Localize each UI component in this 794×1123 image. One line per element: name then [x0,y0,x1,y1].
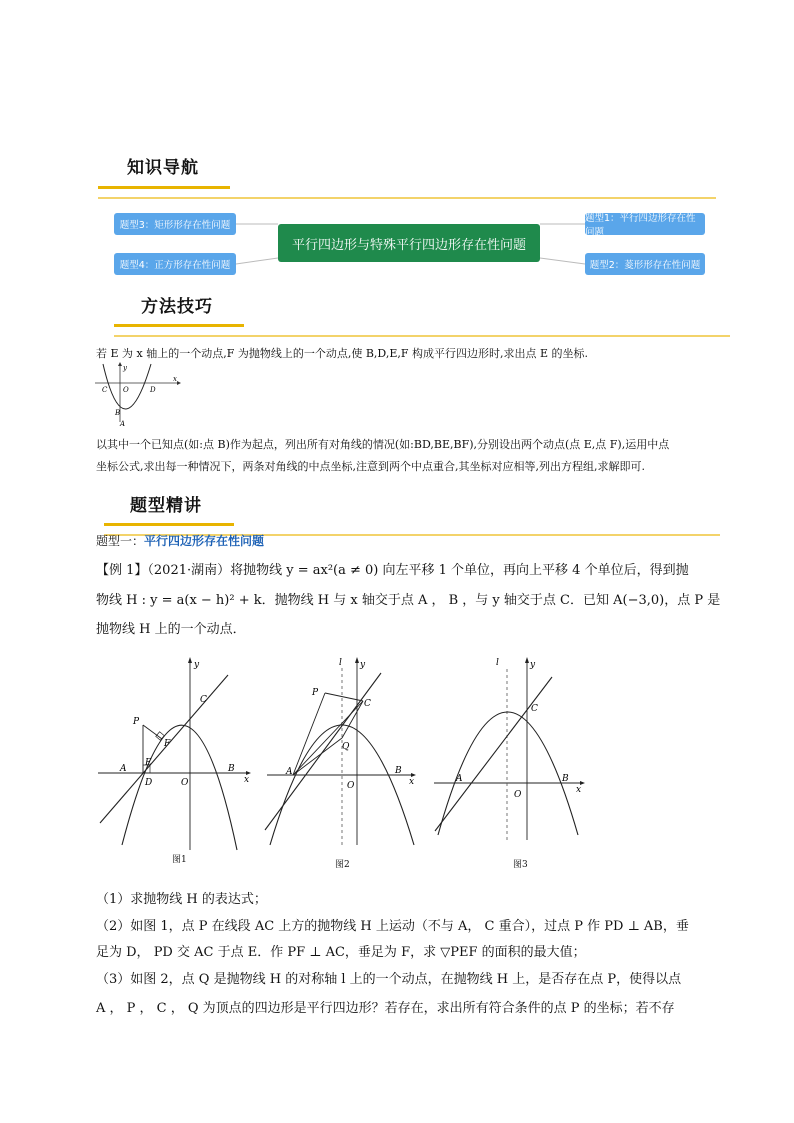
section-title-method-tips: 方法技巧 [141,297,213,317]
fig1-label-d: D [145,778,153,788]
fig3-label-x: x [576,785,582,795]
question-2-line2: 足为 D， PD 交 AC 于点 E．作 PF ⊥ AC，垂足为 F，求 ▽PEF 的面积的最大值； [96,945,586,960]
fig2-label-y: y [360,660,366,670]
method-text-line3: 坐标公式,求出每一种情况下，两条对角线的中点坐标,注意到两个中点重合,其坐标对应相等,列出方程组,求解即可. [96,460,645,473]
question-3-line1: （3）如图 2，点 Q 是抛物线 H 的对称轴 l 上的一个动点，在抛物线 H 上，是否存在点 P，使得以点 [96,972,682,987]
figure-2-caption: 图2 [335,860,350,870]
small-graph-label-d: D [150,386,156,394]
section-underline [104,523,234,526]
fig2-label-a: A [286,767,293,777]
fig1-label-x: x [244,775,250,785]
fig1-label-y: y [194,660,200,670]
small-graph-label-y: y [123,364,127,372]
fig3-label-y: y [530,660,536,670]
section-divider [114,335,730,337]
fig2-label-p: P [312,688,319,698]
mindmap-node-type1: 题型1：平行四边形存在性问题 [585,213,705,235]
fig3-label-b: B [562,774,569,784]
fig1-label-e: E [145,758,152,768]
figure-2 [263,655,423,850]
fig2-label-l: l [339,658,342,668]
fig3-label-o: O [514,790,522,800]
fig1-label-f: F [164,739,171,749]
question-2-line1: （2）如图 1，点 P 在线段 AC 上方的抛物线 H 上运动（不与 A， C 重合），过点 P 作 PD ⊥ AB，垂 [96,919,689,934]
fig2-label-c: C [364,699,371,709]
small-graph-label-c: C [102,386,108,394]
fig1-label-p: P [133,717,140,727]
fig3-label-l: l [496,658,499,668]
question-1: （1）求抛物线 H 的表达式； [96,892,267,907]
type1-title: 平行四边形存在性问题 [144,534,265,548]
figure-3-caption: 图3 [513,860,528,870]
small-graph-label-o: O [123,386,129,394]
small-graph-label-x: x [173,375,177,383]
fig3-label-a: A [456,774,463,784]
example-line1: 【例 1】（2021·湖南）将抛物线 y = ax²(a ≠ 0) 向左平移 1 个单位，再向上平移 4 个单位后，得到抛 [96,563,689,578]
section-title-knowledge-nav: 知识导航 [127,158,199,178]
fig2-label-q: Q [342,742,350,752]
example-line3: 抛物线 H 上的一个动点． [96,622,246,637]
mindmap-node-type4: 题型4：正方形存在性问题 [114,253,236,275]
mindmap-node-type2: 题型2：菱形形存在性问题 [585,253,705,275]
figure-1 [98,655,258,855]
section-underline [114,324,244,327]
fig1-label-c: C [200,695,207,705]
mindmap-node-type3: 题型3：矩形形存在性问题 [114,213,236,235]
fig1-label-b: B [228,764,235,774]
small-graph-label-a: A [120,420,126,428]
method-text-line1: 若 E 为 x 轴上的一个动点,F 为抛物线上的一个动点,使 B,D,E,F 构成平行四边形时,求出点 E 的坐标. [96,347,589,360]
fig1-label-a: A [120,764,127,774]
fig2-label-x: x [409,777,415,787]
figure-1-caption: 图1 [172,855,187,865]
section-title-type-explain: 题型精讲 [130,496,202,516]
type1-prefix: 题型一： [96,534,145,548]
fig3-label-c: C [531,704,538,714]
method-text-line2: 以其中一个已知点(如:点 B)作为起点，列出所有对角线的情况(如:BD,BE,BF),分别设出两个动点(点 E,点 F),运用中点 [96,438,670,451]
fig2-label-b: B [395,766,402,776]
question-3-line2: A ， P ， C ， Q 为顶点的四边形是平行四边形？若存在，求出所有符合条件的点 P 的坐标；若不存 [96,1001,675,1016]
small-graph-label-b: B [115,409,121,417]
example-line2: 物线 H : y = a(x − h)² + k．抛物线 H 与 x 轴交于点 A ， B ，与 y 轴交于点 C．已知 A(−3,0)，点 P 是 [96,593,721,608]
fig1-label-o: O [181,778,189,788]
type1-heading [96,532,264,549]
fig2-label-o: O [347,781,355,791]
method-small-graph [95,362,185,428]
mindmap-center-node: 平行四边形与特殊平行四边形存在性问题 [278,224,540,262]
figure-3 [432,655,592,845]
